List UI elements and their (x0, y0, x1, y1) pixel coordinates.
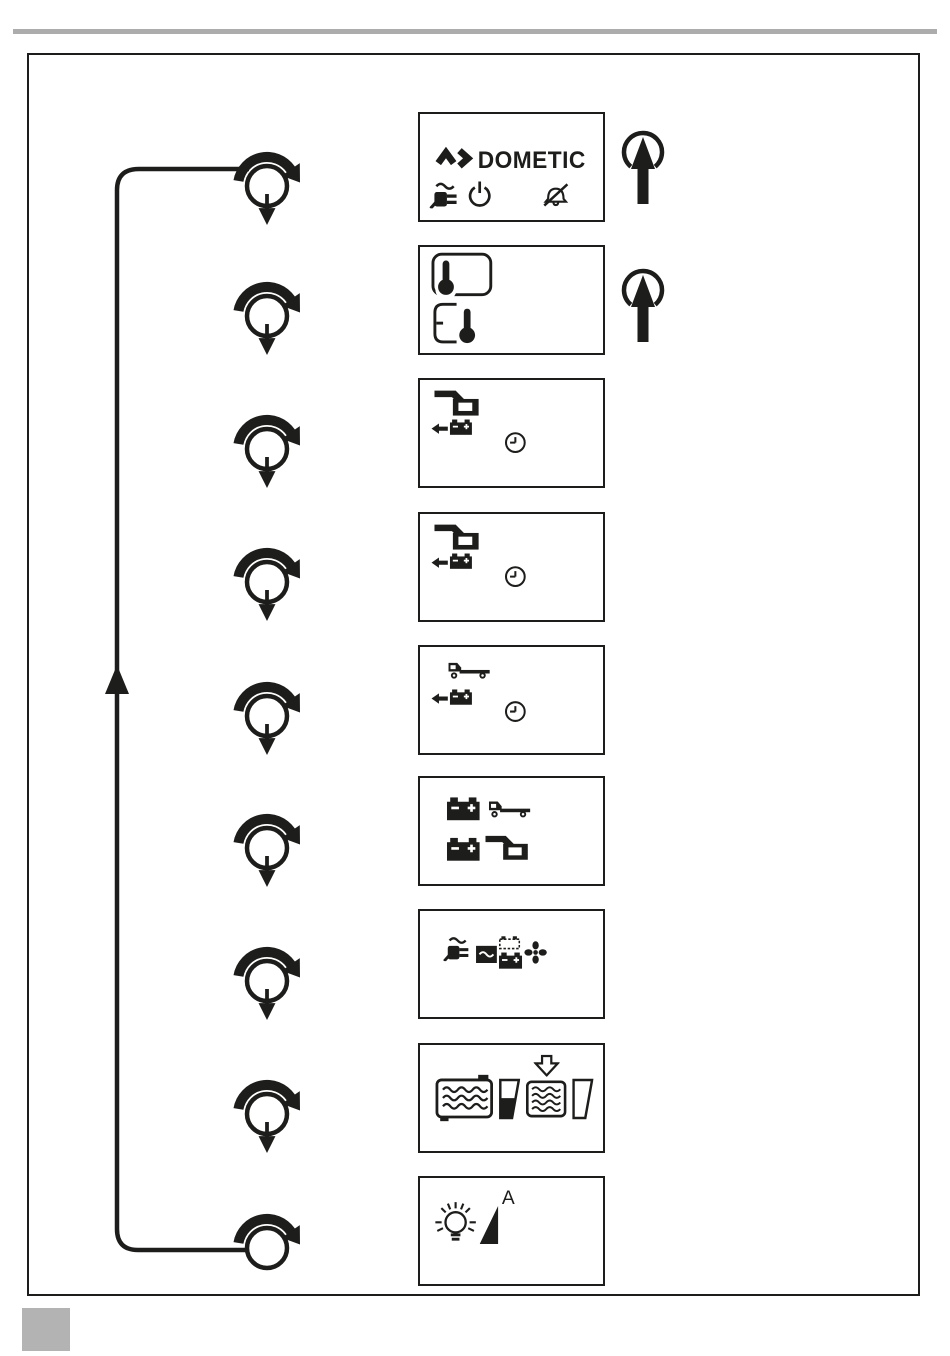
down-arrow-icon (259, 856, 276, 887)
push-button-step-2 (613, 262, 673, 362)
ac-mains-plug-icon (444, 938, 468, 961)
screen-1-start (418, 112, 605, 222)
screen-3-caravan-battery-timer (418, 378, 605, 488)
rotate-clockwise-icon (234, 1214, 301, 1268)
empty-level-wedge-icon (574, 1080, 593, 1118)
battery-icon (447, 797, 480, 820)
down-arrow-icon (259, 457, 276, 488)
fan-icon (524, 941, 546, 963)
knob-step-5 (227, 648, 307, 760)
dashed-battery-icon (500, 936, 520, 948)
ac-mains-plug-icon (431, 184, 457, 209)
down-arrow-outline-icon (536, 1056, 558, 1075)
knob-step-7 (227, 913, 307, 1025)
standby-power-icon (470, 181, 489, 205)
screen-4-caravan-battery-timer (418, 512, 605, 622)
automatic-mode-label: A (501, 1188, 515, 1210)
alarm-off-icon (544, 184, 567, 205)
push-button-up-arrow-icon (624, 133, 662, 204)
push-button-up-arrow-icon (624, 271, 662, 342)
screen-6-battery-vehicle-selection (418, 776, 605, 886)
dometic-logo-text: DOMETIC (477, 146, 586, 174)
battery-icon (499, 953, 522, 969)
shining-lamp-icon (435, 1202, 475, 1241)
fridge-compartment-icon (433, 254, 491, 300)
tank-icon (437, 1075, 492, 1121)
screen-9-display-brightness-automatic (418, 1176, 605, 1286)
freezer-compartment-icon (435, 304, 475, 343)
left-arrow-icon (432, 693, 448, 703)
clock-icon (506, 702, 525, 721)
half-level-wedge-icon (500, 1080, 519, 1118)
dometic-logo-mark-icon (438, 151, 468, 166)
caravan-icon (485, 836, 527, 860)
down-arrow-icon (259, 724, 276, 755)
knob-step-9 (227, 1196, 307, 1276)
clock-icon (506, 433, 525, 452)
knob-step-1 (227, 118, 307, 230)
brightness-wedge-icon (480, 1206, 498, 1244)
screen-8-tank-levels (418, 1043, 605, 1153)
battery-icon (450, 689, 472, 704)
left-arrow-icon (432, 423, 448, 433)
knob-step-4 (227, 514, 307, 626)
caravan-icon (434, 525, 478, 550)
tank-icon (527, 1082, 565, 1116)
knob-step-8 (227, 1046, 307, 1158)
down-arrow-icon (259, 324, 276, 355)
page-top-rule (13, 29, 937, 34)
knob-step-6 (227, 780, 307, 892)
down-arrow-icon (259, 194, 276, 225)
caravan-icon (434, 391, 478, 416)
down-arrow-icon (259, 1122, 276, 1153)
screen-5-truck-battery-timer (418, 645, 605, 755)
battery-icon (450, 554, 472, 569)
left-arrow-icon (432, 557, 448, 567)
screen-2-compartment-temperatures (418, 245, 605, 355)
battery-icon (447, 838, 480, 861)
truck-icon (449, 663, 490, 679)
clock-icon (506, 567, 525, 586)
truck-icon (489, 802, 530, 818)
screen-7-mains-charger-fan (418, 909, 605, 1019)
knob-step-3 (227, 381, 307, 493)
page-number-marker (22, 1308, 70, 1351)
down-arrow-icon (259, 989, 276, 1020)
push-button-step-1 (613, 124, 673, 224)
battery-icon (450, 420, 472, 435)
down-arrow-icon (259, 590, 276, 621)
thermometer-icon (438, 260, 454, 294)
charger-icon (476, 946, 497, 963)
thermometer-icon (459, 309, 475, 343)
knob-step-2 (227, 248, 307, 360)
